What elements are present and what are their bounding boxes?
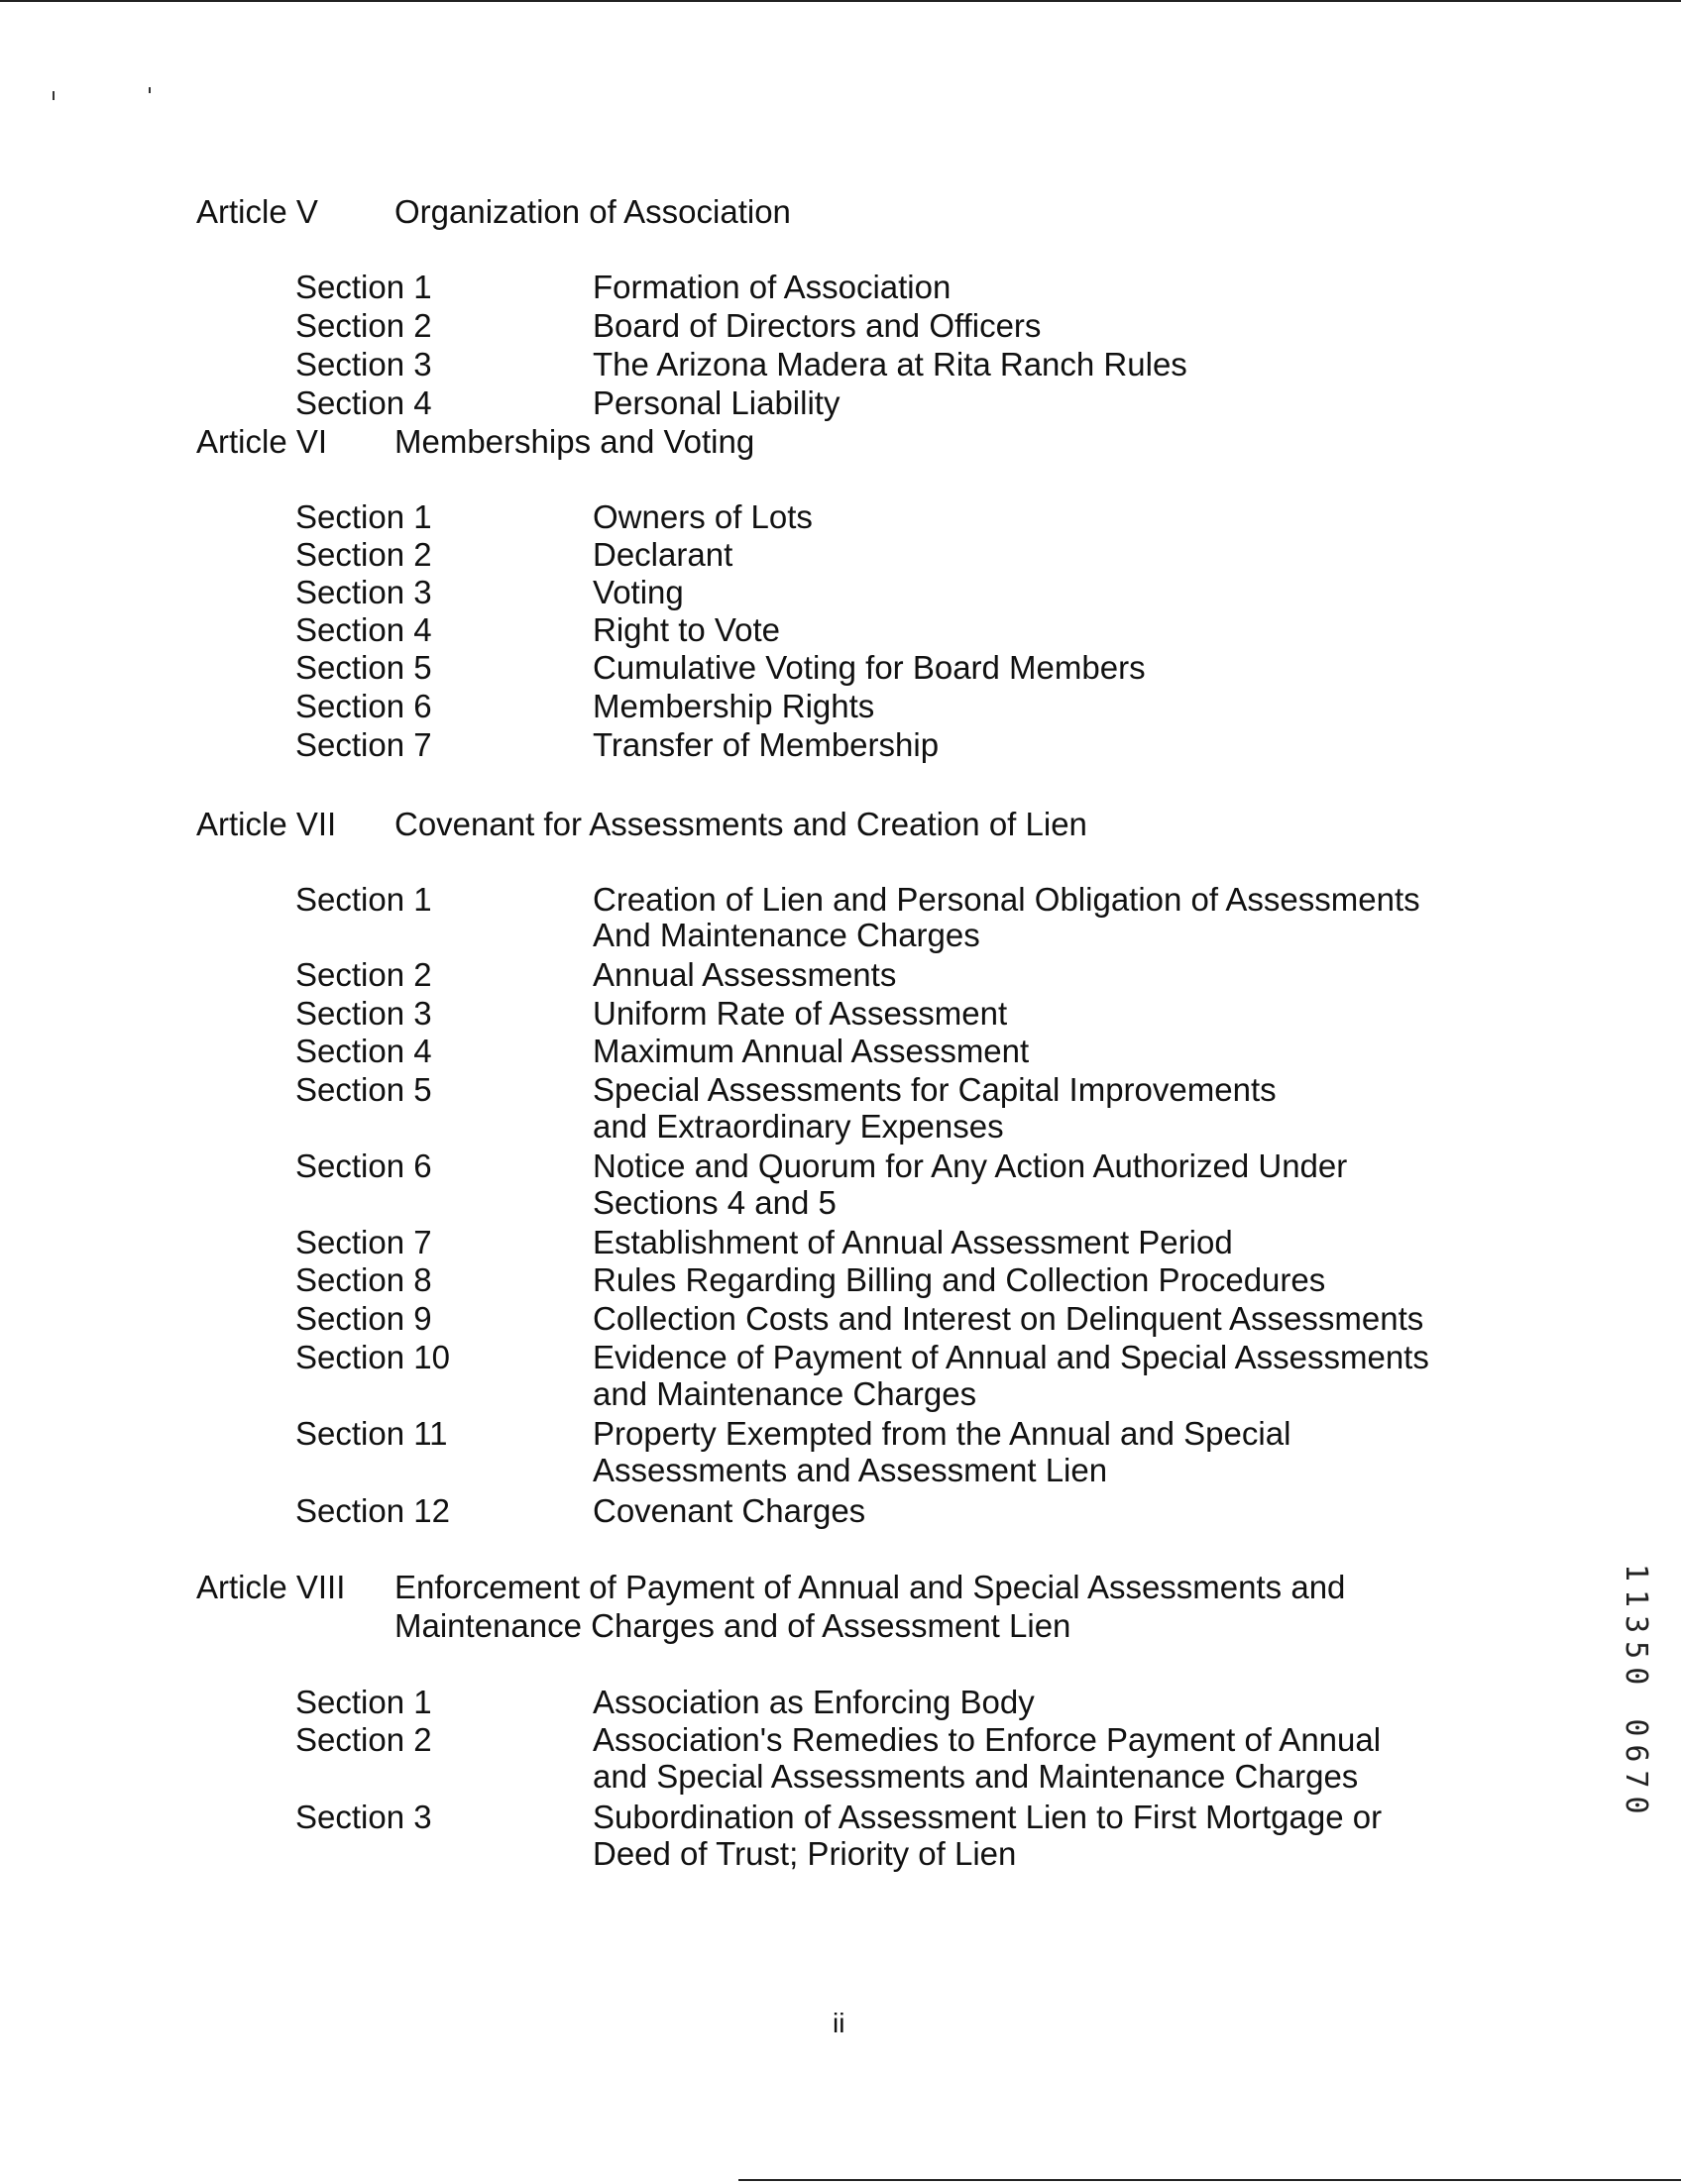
section-title: Property Exempted from the Annual and Special [593, 1415, 1291, 1452]
section-title-continued: Assessments and Assessment Lien [593, 1452, 1108, 1488]
section-number: Section 4 [295, 384, 432, 421]
section-number: Section 8 [295, 1261, 432, 1298]
section-number: Section 2 [295, 1721, 432, 1758]
section-title: Right to Vote [593, 611, 780, 648]
section-number: Section 2 [295, 536, 432, 573]
section-title: Association's Remedies to Enforce Payment of Annual [593, 1721, 1382, 1758]
section-number: Section 5 [295, 649, 432, 686]
section-title-continued: and Maintenance Charges [593, 1375, 977, 1412]
section-title: Declarant [593, 536, 733, 573]
section-number: Section 3 [295, 1799, 432, 1835]
scan-mark [149, 87, 151, 93]
section-title: Association as Enforcing Body [593, 1684, 1035, 1720]
section-title: Evidence of Payment of Annual and Special Assessments [593, 1339, 1429, 1375]
section-title-continued: Deed of Trust; Priority of Lien [593, 1835, 1017, 1872]
section-number: Section 7 [295, 1224, 432, 1260]
article-number: Article VII [196, 806, 337, 842]
section-number: Section 2 [295, 307, 432, 344]
section-title: Maximum Annual Assessment [593, 1033, 1030, 1069]
section-number: Section 1 [295, 498, 432, 535]
section-number: Section 1 [295, 881, 432, 918]
section-title: Board of Directors and Officers [593, 307, 1042, 344]
section-number: Section 11 [295, 1415, 448, 1452]
section-title-continued: And Maintenance Charges [593, 917, 980, 953]
section-title: Uniform Rate of Assessment [593, 995, 1008, 1032]
section-title: Cumulative Voting for Board Members [593, 649, 1146, 686]
article-title: Enforcement of Payment of Annual and Special Assessments and [394, 1569, 1346, 1605]
article-number: Article V [196, 193, 318, 230]
section-number: Section 3 [295, 574, 432, 610]
scan-mark [53, 91, 55, 100]
scan-edge-bottom [738, 2179, 1681, 2181]
section-title: The Arizona Madera at Rita Ranch Rules [593, 346, 1187, 382]
section-number: Section 3 [295, 346, 432, 382]
section-title: Voting [593, 574, 684, 610]
section-number: Section 10 [295, 1339, 450, 1375]
section-title: Notice and Quorum for Any Action Authorized Under [593, 1147, 1348, 1184]
recording-stamp [1619, 1564, 1653, 1901]
article-title-continued: Maintenance Charges and of Assessment Lien [394, 1607, 1071, 1644]
section-number: Section 6 [295, 1147, 432, 1184]
section-number: Section 5 [295, 1071, 432, 1108]
article-title: Organization of Association [394, 193, 791, 230]
section-number: Section 1 [295, 269, 432, 305]
section-title: Owners of Lots [593, 498, 813, 535]
section-number: Section 12 [295, 1492, 450, 1529]
section-title-continued: and Special Assessments and Maintenance Charges [593, 1758, 1359, 1795]
section-number: Section 3 [295, 995, 432, 1032]
section-number: Section 7 [295, 726, 432, 763]
section-title-continued: and Extraordinary Expenses [593, 1108, 1004, 1145]
article-number: Article VI [196, 423, 328, 460]
section-title: Establishment of Annual Assessment Period [593, 1224, 1233, 1260]
section-title: Membership Rights [593, 688, 875, 724]
section-number: Section 6 [295, 688, 432, 724]
article-title: Memberships and Voting [394, 423, 755, 460]
section-title: Personal Liability [593, 384, 840, 421]
section-title: Subordination of Assessment Lien to First Mortgage or [593, 1799, 1383, 1835]
recording-stamp-text: 11350 0670 [1619, 1564, 1653, 1822]
article-number: Article VIII [196, 1569, 346, 1605]
section-title-continued: Sections 4 and 5 [593, 1184, 837, 1221]
section-number: Section 9 [295, 1300, 432, 1337]
section-number: Section 4 [295, 611, 432, 648]
scan-edge-top [0, 0, 1681, 2]
section-number: Section 1 [295, 1684, 432, 1720]
page-number: ii [833, 2008, 845, 2038]
section-title: Formation of Association [593, 269, 952, 305]
section-title: Covenant Charges [593, 1492, 866, 1529]
section-title: Collection Costs and Interest on Delinquent Assessments [593, 1300, 1424, 1337]
article-title: Covenant for Assessments and Creation of Lien [394, 806, 1087, 842]
section-title: Transfer of Membership [593, 726, 940, 763]
section-title: Special Assessments for Capital Improvements [593, 1071, 1277, 1108]
section-title: Annual Assessments [593, 956, 897, 993]
section-number: Section 2 [295, 956, 432, 993]
section-number: Section 4 [295, 1033, 432, 1069]
section-title: Creation of Lien and Personal Obligation of Assessments [593, 881, 1420, 918]
section-title: Rules Regarding Billing and Collection Procedures [593, 1261, 1326, 1298]
